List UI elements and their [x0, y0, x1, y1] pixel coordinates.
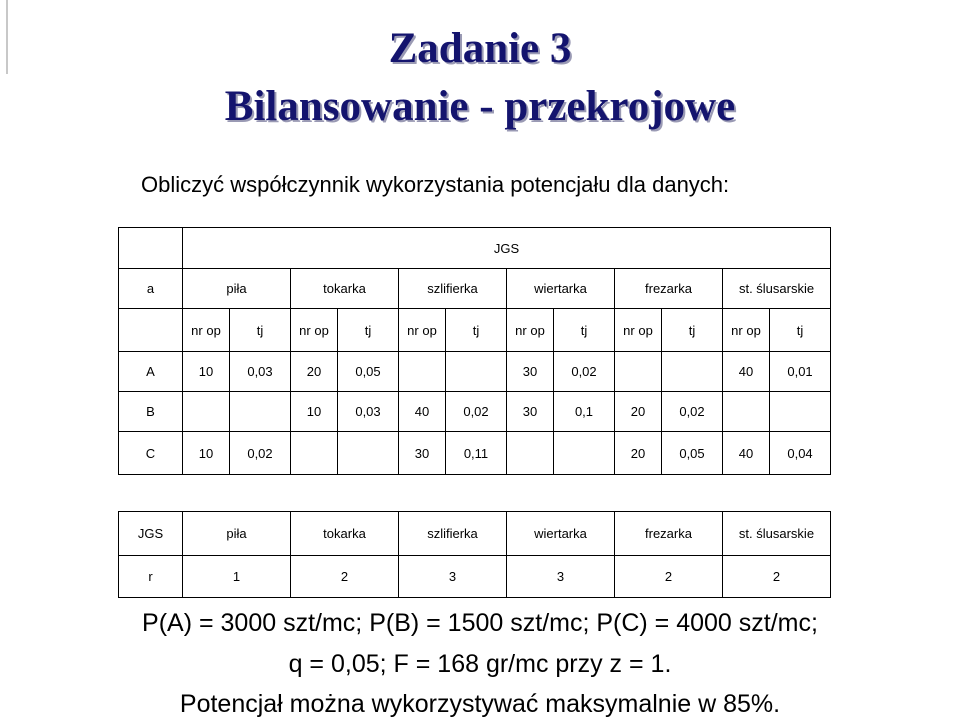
table-cell: 40 — [723, 352, 770, 392]
table-cell: 0,02 — [446, 392, 507, 432]
table-cell — [446, 352, 507, 392]
table2-header-cell: szlifierka — [399, 512, 507, 556]
table-cell: 0,02 — [230, 432, 291, 475]
machine-header: tokarka — [291, 269, 399, 309]
table-cell: 30 — [507, 352, 554, 392]
table-cell: 20 — [615, 432, 662, 475]
table-cell: 0,11 — [446, 432, 507, 475]
table-cell: 0,05 — [662, 432, 723, 475]
table-cell — [230, 392, 291, 432]
subheader-cell: tj — [338, 309, 399, 352]
table-row — [119, 556, 831, 598]
machine-header: st. ślusarskie — [723, 269, 831, 309]
table-cell — [291, 432, 338, 475]
subheader-cell: tj — [770, 309, 831, 352]
table2-header-cell: piła — [183, 512, 291, 556]
table2-cell: 3 — [399, 556, 507, 598]
table-cell: 0,02 — [662, 392, 723, 432]
table-row — [119, 269, 831, 309]
table-cell: 0,01 — [770, 352, 831, 392]
table2-cell: 2 — [723, 556, 831, 598]
subheader-cell: tj — [446, 309, 507, 352]
table-cell — [119, 309, 183, 352]
table-cell — [554, 432, 615, 475]
table-row — [119, 309, 831, 352]
table-cell — [119, 228, 183, 269]
table-cell: 30 — [399, 432, 446, 475]
table-row — [119, 228, 831, 269]
table-cell — [723, 392, 770, 432]
table-cell — [615, 352, 662, 392]
table-row — [119, 392, 831, 432]
subheader-cell: nr op — [183, 309, 230, 352]
corner-label: a — [119, 269, 183, 309]
table-row — [119, 512, 831, 556]
row-label: C — [119, 432, 183, 475]
table-cell — [338, 432, 399, 475]
table2-header-cell: JGS — [119, 512, 183, 556]
table-cell: 20 — [291, 352, 338, 392]
table-cell — [662, 352, 723, 392]
table-cell: 0,03 — [230, 352, 291, 392]
subheader-cell: tj — [554, 309, 615, 352]
subheader-cell: nr op — [615, 309, 662, 352]
table2-cell: 2 — [615, 556, 723, 598]
table-row — [119, 432, 831, 475]
title-line-2: Bilansowanie - przekrojowe — [224, 83, 736, 130]
table2-header-cell: tokarka — [291, 512, 399, 556]
table2-cell: 3 — [507, 556, 615, 598]
subheader-cell: nr op — [399, 309, 446, 352]
table-cell: 0,05 — [338, 352, 399, 392]
operations-table — [118, 227, 831, 475]
table-cell: 0,03 — [338, 392, 399, 432]
table-cell: 10 — [291, 392, 338, 432]
table-cell: 0,04 — [770, 432, 831, 475]
table2-header-cell: wiertarka — [507, 512, 615, 556]
time-params: q = 0,05; F = 168 gr/mc przy z = 1. — [288, 650, 672, 678]
table-cell — [183, 392, 230, 432]
machine-header: piła — [183, 269, 291, 309]
jgs-header: JGS — [183, 228, 831, 269]
title-line-1: Zadanie 3 — [388, 25, 572, 72]
table-cell: 40 — [399, 392, 446, 432]
table2-cell: 2 — [291, 556, 399, 598]
subheader-cell: tj — [662, 309, 723, 352]
table-cell: 10 — [183, 432, 230, 475]
production-params: P(A) = 3000 szt/mc; P(B) = 1500 szt/mc; P(C) = 4000 szt/mc; — [142, 609, 818, 637]
subheader-cell: tj — [230, 309, 291, 352]
subheader-cell: nr op — [507, 309, 554, 352]
table-cell: 30 — [507, 392, 554, 432]
table-cell: 20 — [615, 392, 662, 432]
table2-header-cell: frezarka — [615, 512, 723, 556]
table-row — [119, 352, 831, 392]
table-cell: 0,1 — [554, 392, 615, 432]
table2-header-cell: st. ślusarskie — [723, 512, 831, 556]
machine-header: wiertarka — [507, 269, 615, 309]
machine-header: frezarka — [615, 269, 723, 309]
row-label: B — [119, 392, 183, 432]
table-cell — [770, 392, 831, 432]
machine-count-table — [118, 511, 831, 598]
table-cell: 0,02 — [554, 352, 615, 392]
table-cell: 40 — [723, 432, 770, 475]
table-cell: 10 — [183, 352, 230, 392]
table2-cell: r — [119, 556, 183, 598]
table-cell — [507, 432, 554, 475]
table2-cell: 1 — [183, 556, 291, 598]
machine-header: szlifierka — [399, 269, 507, 309]
table-cell — [399, 352, 446, 392]
row-label: A — [119, 352, 183, 392]
capacity-limit: Potencjał można wykorzystywać maksymalnie w 85%. — [179, 690, 781, 718]
subheader-cell: nr op — [291, 309, 338, 352]
subheader-cell: nr op — [723, 309, 770, 352]
instruction-text: Obliczyć współczynnik wykorzystania potencjału dla danych: — [141, 172, 730, 197]
